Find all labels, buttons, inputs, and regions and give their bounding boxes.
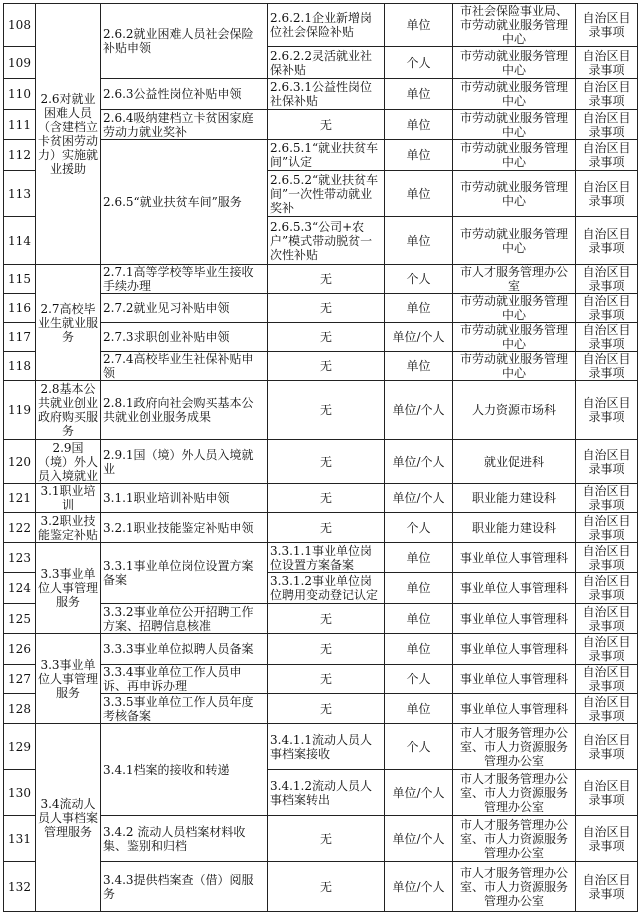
row-number: 118 (4, 352, 36, 381)
category-cell: 2.8基本公共就业创业政府购买服务 (36, 381, 101, 440)
department-cell: 市人才服务管理办公室 (453, 265, 576, 294)
subject-cell: 单位 (385, 79, 453, 110)
row-number: 125 (4, 604, 36, 634)
department-cell: 事业单位人事管理科 (453, 634, 576, 665)
subject-cell: 单位 (385, 217, 453, 265)
subject-cell: 单位/个人 (385, 440, 453, 484)
table-row (4, 4, 638, 47)
level-cell: 自治区目录事项 (576, 816, 638, 862)
subitem-cell: 2.6.5.2“就业扶贫车间”一次性带动就业奖补 (268, 171, 385, 217)
row-number: 119 (4, 381, 36, 440)
department-cell: 事业单位人事管理科 (453, 665, 576, 694)
row-number: 131 (4, 816, 36, 862)
row-number: 108 (4, 4, 36, 47)
subitem-cell: 无 (268, 634, 385, 665)
row-number: 122 (4, 513, 36, 543)
category-cell: 3.3事业单位人事管理服务 (36, 634, 101, 724)
table-row (4, 265, 638, 294)
subject-cell: 个人 (385, 265, 453, 294)
level-cell: 自治区目录事项 (576, 694, 638, 724)
table-row (4, 634, 638, 665)
department-cell: 市人才服务管理办公室、市人力资源服务管理办公室 (453, 816, 576, 862)
item-cell: 3.2.1职业技能鉴定补贴申领 (101, 513, 268, 543)
subitem-cell: 3.3.1.1事业单位岗位设置方案备案 (268, 543, 385, 573)
subitem-cell: 无 (268, 816, 385, 862)
service-catalog-table (3, 3, 638, 912)
item-cell: 3.1.1职业培训补贴申领 (101, 484, 268, 513)
subject-cell: 单位/个人 (385, 381, 453, 440)
row-number: 121 (4, 484, 36, 513)
subject-cell: 单位 (385, 110, 453, 140)
item-cell: 2.9.1国（境）外人员入境就业 (101, 440, 268, 484)
level-cell: 自治区目录事项 (576, 770, 638, 816)
subitem-cell: 无 (268, 110, 385, 140)
department-cell: 市劳动就业服务管理中心 (453, 79, 576, 110)
row-number: 132 (4, 862, 36, 912)
table-row (4, 440, 638, 484)
level-cell: 自治区目录事项 (576, 573, 638, 604)
department-cell: 人力资源市场科 (453, 381, 576, 440)
department-cell: 市劳动就业服务管理中心 (453, 140, 576, 171)
department-cell: 市劳动就业服务管理中心 (453, 171, 576, 217)
row-number: 130 (4, 770, 36, 816)
subitem-cell: 无 (268, 352, 385, 381)
item-cell: 2.8.1政府向社会购买基本公共就业创业服务成果 (101, 381, 268, 440)
item-cell: 2.7.3求职创业补贴申领 (101, 323, 268, 352)
row-number: 123 (4, 543, 36, 573)
item-cell: 3.4.1档案的接收和转递 (101, 724, 268, 816)
department-cell: 市人才服务管理办公室、市人力资源服务管理办公室 (453, 770, 576, 816)
department-cell: 市劳动就业服务管理中心 (453, 323, 576, 352)
table-row (4, 543, 638, 573)
subject-cell: 单位 (385, 140, 453, 171)
subitem-cell: 无 (268, 862, 385, 912)
subject-cell: 单位/个人 (385, 770, 453, 816)
department-cell: 市劳动就业服务管理中心 (453, 217, 576, 265)
subject-cell: 单位 (385, 352, 453, 381)
category-cell: 3.3事业单位人事管理服务 (36, 543, 101, 634)
row-number: 127 (4, 665, 36, 694)
table-row (4, 513, 638, 543)
row-number: 115 (4, 265, 36, 294)
subitem-cell: 3.4.1.2流动人员人事档案转出 (268, 770, 385, 816)
row-number: 129 (4, 724, 36, 770)
level-cell: 自治区目录事项 (576, 323, 638, 352)
subject-cell: 单位/个人 (385, 323, 453, 352)
department-cell: 市劳动就业服务管理中心 (453, 294, 576, 323)
row-number: 116 (4, 294, 36, 323)
subject-cell: 个人 (385, 665, 453, 694)
category-cell: 2.9国（境）外人员入境就业 (36, 440, 101, 484)
level-cell: 自治区目录事项 (576, 140, 638, 171)
department-cell: 市人才服务管理办公室、市人力资源服务管理办公室 (453, 862, 576, 912)
department-cell: 事业单位人事管理科 (453, 694, 576, 724)
category-cell: 3.4流动人员人事档案管理服务 (36, 724, 101, 912)
subject-cell: 个人 (385, 724, 453, 770)
department-cell: 职业能力建设科 (453, 484, 576, 513)
category-cell: 3.1职业培训 (36, 484, 101, 513)
level-cell: 自治区目录事项 (576, 381, 638, 440)
subitem-cell: 无 (268, 484, 385, 513)
subitem-cell: 2.6.2.1企业新增岗位社会保险补贴 (268, 4, 385, 47)
row-number: 112 (4, 140, 36, 171)
department-cell: 市劳动就业服务管理中心 (453, 47, 576, 79)
item-cell: 2.7.2就业见习补贴申领 (101, 294, 268, 323)
subject-cell: 单位 (385, 171, 453, 217)
subject-cell: 单位 (385, 573, 453, 604)
row-number: 126 (4, 634, 36, 665)
item-cell: 3.4.3提供档案查（借）阅服务 (101, 862, 268, 912)
subject-cell: 单位/个人 (385, 862, 453, 912)
level-cell: 自治区目录事项 (576, 862, 638, 912)
item-cell: 3.3.4事业单位工作人员申诉、再申诉办理 (101, 665, 268, 694)
level-cell: 自治区目录事项 (576, 724, 638, 770)
table-row (4, 484, 638, 513)
row-number: 109 (4, 47, 36, 79)
item-cell: 3.3.3事业单位拟聘人员备案 (101, 634, 268, 665)
level-cell: 自治区目录事项 (576, 352, 638, 381)
subject-cell: 单位 (385, 294, 453, 323)
category-cell: 3.2职业技能鉴定补贴 (36, 513, 101, 543)
subject-cell: 单位 (385, 694, 453, 724)
row-number: 111 (4, 110, 36, 140)
level-cell: 自治区目录事项 (576, 294, 638, 323)
level-cell: 自治区目录事项 (576, 484, 638, 513)
item-cell: 3.3.2事业单位公开招聘工作方案、招聘信息核准 (101, 604, 268, 634)
subitem-cell: 无 (268, 381, 385, 440)
table-row (4, 381, 638, 440)
subject-cell: 单位 (385, 543, 453, 573)
item-cell: 3.3.1事业单位岗位设置方案备案 (101, 543, 268, 604)
level-cell: 自治区目录事项 (576, 665, 638, 694)
level-cell: 自治区目录事项 (576, 79, 638, 110)
item-cell: 2.7.4高校毕业生社保补贴申领 (101, 352, 268, 381)
subitem-cell: 2.6.5.1“就业扶贫车间”认定 (268, 140, 385, 171)
row-number: 117 (4, 323, 36, 352)
subject-cell: 单位/个人 (385, 484, 453, 513)
level-cell: 自治区目录事项 (576, 265, 638, 294)
level-cell: 自治区目录事项 (576, 47, 638, 79)
item-cell: 2.6.4吸纳建档立卡贫困家庭劳动力就业奖补 (101, 110, 268, 140)
category-cell: 2.7高校毕业生就业服务 (36, 265, 101, 381)
department-cell: 职业能力建设科 (453, 513, 576, 543)
department-cell: 市劳动就业服务管理中心 (453, 110, 576, 140)
subitem-cell: 2.6.3.1公益性岗位社保补贴 (268, 79, 385, 110)
subitem-cell: 2.6.5.3“公司+农户”模式带动脱贫一次性补贴 (268, 217, 385, 265)
level-cell: 自治区目录事项 (576, 110, 638, 140)
subject-cell: 单位 (385, 634, 453, 665)
subitem-cell: 无 (268, 294, 385, 323)
level-cell: 自治区目录事项 (576, 604, 638, 634)
level-cell: 自治区目录事项 (576, 4, 638, 47)
department-cell: 市人才服务管理办公室、市人力资源服务管理办公室 (453, 724, 576, 770)
subitem-cell: 无 (268, 665, 385, 694)
department-cell: 事业单位人事管理科 (453, 573, 576, 604)
subject-cell: 个人 (385, 513, 453, 543)
row-number: 128 (4, 694, 36, 724)
subject-cell: 单位 (385, 604, 453, 634)
table-row (4, 724, 638, 770)
item-cell: 2.6.2就业困难人员社会保险补贴申领 (101, 4, 268, 79)
item-cell: 3.4.2 流动人员档案材料收集、鉴别和归档 (101, 816, 268, 862)
level-cell: 自治区目录事项 (576, 217, 638, 265)
subitem-cell: 2.6.2.2灵活就业社保补贴 (268, 47, 385, 79)
level-cell: 自治区目录事项 (576, 634, 638, 665)
subitem-cell: 无 (268, 513, 385, 543)
level-cell: 自治区目录事项 (576, 171, 638, 217)
subject-cell: 个人 (385, 47, 453, 79)
subitem-cell: 3.3.1.2事业单位岗位聘用变动登记认定 (268, 573, 385, 604)
department-cell: 市劳动就业服务管理中心 (453, 352, 576, 381)
row-number: 120 (4, 440, 36, 484)
item-cell: 2.7.1高等学校等毕业生接收手续办理 (101, 265, 268, 294)
department-cell: 市社会保险事业局、市劳动就业服务管理中心 (453, 4, 576, 47)
subitem-cell: 无 (268, 604, 385, 634)
row-number: 124 (4, 573, 36, 604)
subitem-cell: 无 (268, 694, 385, 724)
item-cell: 3.3.5事业单位工作人员年度考核备案 (101, 694, 268, 724)
subitem-cell: 3.4.1.1流动人员人事档案接收 (268, 724, 385, 770)
department-cell: 就业促进科 (453, 440, 576, 484)
subitem-cell: 无 (268, 323, 385, 352)
level-cell: 自治区目录事项 (576, 513, 638, 543)
row-number: 113 (4, 171, 36, 217)
department-cell: 事业单位人事管理科 (453, 604, 576, 634)
subitem-cell: 无 (268, 265, 385, 294)
level-cell: 自治区目录事项 (576, 440, 638, 484)
row-number: 114 (4, 217, 36, 265)
subject-cell: 单位/个人 (385, 816, 453, 862)
item-cell: 2.6.5“就业扶贫车间”服务 (101, 140, 268, 265)
category-cell: 2.6对就业困难人员（含建档立卡贫困劳动力）实施就业援助 (36, 4, 101, 265)
item-cell: 2.6.3公益性岗位补贴申领 (101, 79, 268, 110)
level-cell: 自治区目录事项 (576, 543, 638, 573)
subitem-cell: 无 (268, 440, 385, 484)
subject-cell: 单位 (385, 4, 453, 47)
department-cell: 事业单位人事管理科 (453, 543, 576, 573)
row-number: 110 (4, 79, 36, 110)
